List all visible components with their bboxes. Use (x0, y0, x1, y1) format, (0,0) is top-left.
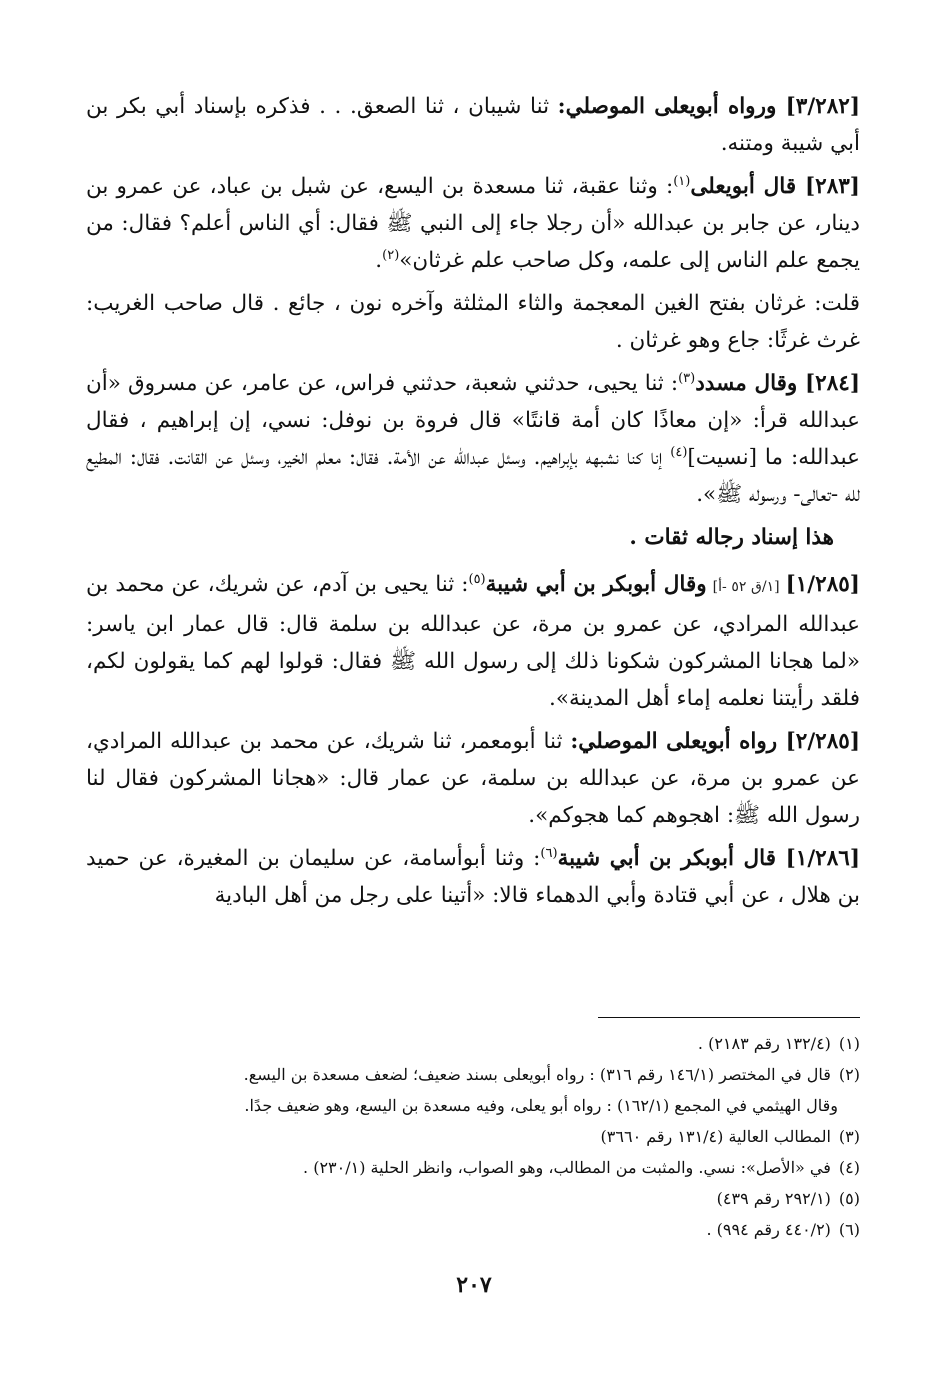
paragraph-lead: [٢٨٤] وقال مسدد (695, 371, 860, 396)
footnote-number: (٦) (838, 1220, 860, 1239)
paragraph-283 (86, 168, 860, 279)
manuscript-folio-marker: [١/ق ٥٢ -أ] (712, 579, 780, 595)
footnote-reference: (٥) (468, 571, 486, 587)
footnote-item (86, 1152, 860, 1183)
footnote-number: (١) (838, 1034, 860, 1053)
footnote-number: (٣) (838, 1127, 860, 1146)
footnote-reference: (٦) (540, 845, 558, 861)
footnote-text: المطالب العالية (١٣١/٤ رقم ٣٦٦٠) (600, 1127, 831, 1146)
paragraph-lead: [١/٢٨٥] (785, 572, 860, 597)
footnotes-section (86, 1028, 860, 1245)
paragraph-lead: [٣/٢٨٢] ورواه أبويعلى الموصلي: (557, 94, 861, 119)
footnote-text: قال في المختصر (١٤٦/١ رقم ٣١٦) : رواه أبويعلى بسند ضعيف؛ لضعف مسعدة بن اليسع. (243, 1065, 831, 1084)
footnote-item (86, 1121, 860, 1152)
paragraph-text: قلت: غرثان بفتح الغين المعجمة والثاء المثلثة وآخره نون ، جائع . قال صاحب الغريب: غرث غرثًا: جاع وهو غرثان . (86, 291, 860, 353)
footnote-reference: (٤) (670, 444, 688, 460)
paragraph-286-1 (86, 840, 860, 914)
paragraph-text: ثنا أبومعمر، ثنا شريك، عن محمد بن عبدالله المرادي، عن عمرو بن مرة، عن عبدالله بن سلمة، عن عمار قال: «هجانا المشركون فقال لنا رسول الله ﷺ: اهجوهم كما هجوكم». (86, 729, 860, 828)
paragraph-284 (86, 365, 860, 513)
paragraph-text: : ثنا يحيى بن آدم، عن شريك، عن محمد بن عبدالله المرادي، عن عمرو بن مرة، عن عبدالله بن سلمة قال: قال عمار ابن ياسر: «لما هجانا المشركون شكونا ذلك إلى رسول الله ﷺ فقال: قولوا لهم كما يقولون لكم، فلقد رأيتنا نعلمه إماء أهل المدينة». (86, 572, 860, 711)
footnote-number: (٤) (838, 1158, 860, 1177)
paragraph-text: : وثنا عقبة، ثنا مسعدة بن اليسع، عن شبل بن عباد، عن عمرو بن دينار، عن جابر بن عبدالله «أن رجلا جاء إلى النبي ﷺ فقال: أي الناس أعلم؟ فقال: من يجمع علم الناس إلى علمه، وكل صاحب علم غرثان» (86, 174, 860, 273)
footnote-item (86, 1183, 860, 1214)
paragraph-text: : ثنا يحيى، حدثني شعبة، حدثني فراس، عن عامر، عن مسروق «أن عبدالله قرأ: «إن معاذًا كان أمة قانتًا» قال فروة بن نوفل: نسي، إن إبراهيم ، فقال عبدالله: ما [نسيت] (86, 371, 860, 470)
footnote-number: (٢) (838, 1065, 860, 1084)
paragraph-lead: [٢/٢٨٥] رواه أبويعلى الموصلي: (570, 729, 860, 754)
footnote-text: (٤٤٠/٢ رقم ٩٩٤) . (706, 1220, 831, 1239)
footnote-divider (598, 1017, 860, 1018)
footnote-item (86, 1059, 860, 1090)
paragraph-tail: إنا كنا نشبهه بإبراهيم. وسئل عبدالله عن الأمة. فقال: معلم الخير، وسئل عن القانت. فقال: المطيع لله -تعالى- ورسوله ﷺ». (86, 445, 860, 507)
footnote-text: (١٣٢/٤ رقم ٢١٨٣) . (697, 1034, 831, 1053)
footnote-text: وقال الهيثمي في المجمع (١٦٢/١) : رواه أبو يعلى، وفيه مسعدة بن اليسع، وهو ضعيف جدًا. (244, 1096, 838, 1115)
footnote-reference: (١) (673, 173, 691, 189)
paragraph-lead: [١/٢٨٦] قال أبوبكر بن أبي شيبة (557, 846, 860, 871)
footnote-item (86, 1028, 860, 1059)
section-heading: هذا إسناد رجاله ثقات . (629, 525, 834, 550)
page-number: ٢٠٧ (456, 1272, 492, 1298)
paragraph-285-1 (86, 566, 860, 717)
footnote-item (86, 1214, 860, 1245)
paragraph-285-2 (86, 723, 860, 834)
footnote-text: في «الأصل»: نسي. والمثبت من المطالب، وهو الصواب، وانظر الحلية (٢٣٠/١) . (303, 1158, 831, 1177)
footnote-text: (٢٩٢/١ رقم ٤٣٩) (716, 1189, 831, 1208)
footnote-reference: (٣) (678, 370, 696, 386)
paragraph-tail: . (375, 248, 383, 273)
footnote-continuation (86, 1090, 860, 1121)
footnote-number: (٥) (838, 1189, 860, 1208)
paragraph-lead: [٢٨٣] قال أبويعلى (690, 174, 860, 199)
paragraph-lead-narrator: وقال أبوبكر بن أبي شيبة (485, 572, 707, 597)
paragraph-text: : وثنا أبوأسامة، عن سليمان بن المغيرة، عن حميد بن هلال ، عن أبي قتادة وأبي الدهماء قالا: «أتينا على رجل من أهل البادية (86, 846, 860, 908)
paragraph-note-ghurthan (86, 285, 860, 359)
footnote-reference: (٢) (382, 247, 400, 263)
paragraph-text: ثنا شيبان ، ثنا الصعق. . . فذكره بإسناد أبي بكر بن أبي شيبة ومتنه. (86, 94, 860, 156)
paragraph-282-3 (86, 88, 860, 162)
